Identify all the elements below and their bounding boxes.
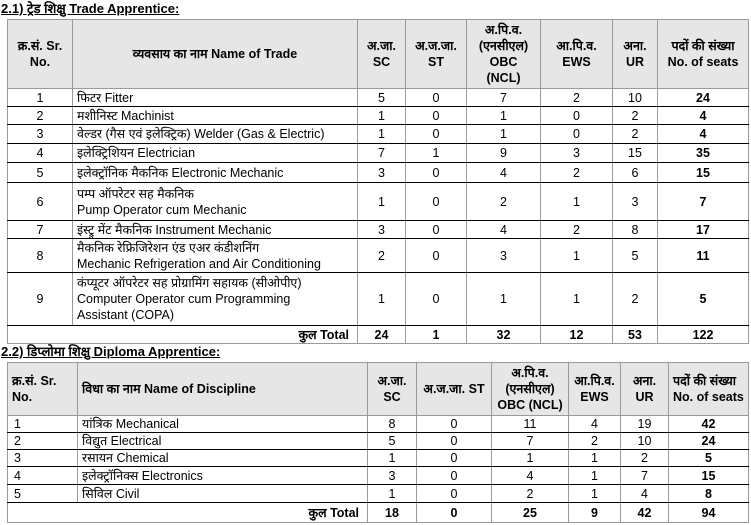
- table-row: [8, 467, 749, 485]
- total-row: [8, 503, 749, 523]
- sr-no: 4: [8, 467, 78, 485]
- sc-count: 7: [358, 144, 406, 163]
- ur-count: 10: [613, 89, 658, 107]
- st-count: 0: [417, 450, 492, 467]
- trade-name: [73, 273, 358, 326]
- sr-no: 4: [8, 144, 73, 163]
- trade-name: फिटर Fitter: [73, 89, 358, 107]
- trade-name-english: Pump Operator cum Mechanic: [77, 202, 247, 217]
- sr-no: 6: [8, 183, 73, 221]
- sc-count: 3: [358, 221, 406, 239]
- sc-count: 8: [368, 416, 417, 433]
- sc-count: 1: [358, 183, 406, 221]
- seats-count: 24: [669, 433, 749, 450]
- st-count: 1: [406, 144, 467, 163]
- discipline-name: विद्युत Electrical: [78, 433, 368, 450]
- ews-count: 2: [569, 433, 621, 450]
- table-row: [8, 239, 749, 273]
- trade-name: [73, 183, 358, 221]
- ews-count: 2: [541, 221, 613, 239]
- sr-no: 1: [8, 89, 73, 107]
- diploma-apprentice-table: [7, 362, 749, 523]
- ews-count: 1: [541, 239, 613, 273]
- table-row: [8, 450, 749, 467]
- obc-count: 3: [467, 239, 541, 273]
- table-row: [8, 183, 749, 221]
- header-sc: अ.जा. SC: [358, 20, 406, 89]
- obc-count: 2: [467, 183, 541, 221]
- ews-count: 3: [541, 144, 613, 163]
- trade-name: [73, 239, 358, 273]
- seats-count: 8: [669, 485, 749, 503]
- ews-count: 2: [541, 163, 613, 183]
- ur-count: 7: [621, 467, 669, 485]
- ur-count: 6: [613, 163, 658, 183]
- trade-name-hindi: कंप्यूटर ऑपरेटर सह प्रोग्रामिंग सहायक (सीओपीए): [77, 276, 302, 290]
- ews-count: 1: [569, 467, 621, 485]
- obc-count: 1: [467, 107, 541, 125]
- st-count: 0: [417, 416, 492, 433]
- header-ur: अना. UR: [613, 20, 658, 89]
- ews-count: 0: [541, 107, 613, 125]
- obc-count: 4: [467, 221, 541, 239]
- total-sc: 24: [358, 326, 406, 344]
- st-count: 0: [406, 273, 467, 326]
- table-row: [8, 433, 749, 450]
- sc-count: 3: [358, 163, 406, 183]
- obc-count: 2: [492, 485, 569, 503]
- seats-count: 5: [669, 450, 749, 467]
- table-row: [8, 163, 749, 183]
- table-row: [8, 125, 749, 144]
- ews-count: 0: [541, 125, 613, 144]
- total-st: 1: [406, 326, 467, 344]
- header-ews: आ.पि.व. EWS: [541, 20, 613, 89]
- total-ews: 9: [569, 503, 621, 523]
- table-row: [8, 144, 749, 163]
- seats-count: 35: [658, 144, 749, 163]
- trade-section-heading: 2.1) ट्रेड शिक्षु Trade Apprentice:: [1, 1, 180, 16]
- total-sc: 18: [368, 503, 417, 523]
- total-label: कुल Total: [8, 326, 358, 344]
- trade-name: इलेक्ट्रॉनिक मैकनिक Electronic Mechanic: [73, 163, 358, 183]
- seats-count: 5: [658, 273, 749, 326]
- sc-count: 1: [358, 273, 406, 326]
- total-obc: 32: [467, 326, 541, 344]
- ur-count: 2: [613, 125, 658, 144]
- ur-count: 3: [613, 183, 658, 221]
- discipline-name: सिविल Civil: [78, 485, 368, 503]
- obc-count: 1: [467, 273, 541, 326]
- st-count: 0: [417, 467, 492, 485]
- sc-count: 3: [368, 467, 417, 485]
- sr-no: 5: [8, 163, 73, 183]
- obc-count: 4: [492, 467, 569, 485]
- obc-count: 4: [467, 163, 541, 183]
- ur-count: 2: [621, 450, 669, 467]
- ur-count: 2: [613, 273, 658, 326]
- seats-count: 42: [669, 416, 749, 433]
- total-ur: 42: [621, 503, 669, 523]
- table-row: [8, 89, 749, 107]
- sr-no: 3: [8, 125, 73, 144]
- sr-no: 9: [8, 273, 73, 326]
- header-sr-no: क्र.सं. Sr. No.: [8, 20, 73, 89]
- trade-name-english-cont: Assistant (COPA): [77, 308, 175, 322]
- sc-count: 5: [358, 89, 406, 107]
- sr-no: 8: [8, 239, 73, 273]
- obc-count: 11: [492, 416, 569, 433]
- sr-no: 2: [8, 433, 78, 450]
- sr-no: 2: [8, 107, 73, 125]
- discipline-name: इलेक्ट्रॉनिक्स Electronics: [78, 467, 368, 485]
- discipline-name: रसायन Chemical: [78, 450, 368, 467]
- ews-count: 1: [541, 183, 613, 221]
- seats-count: 15: [658, 163, 749, 183]
- trade-name-english: Computer Operator cum Programming: [77, 292, 291, 306]
- st-count: 0: [406, 107, 467, 125]
- seats-count: 15: [669, 467, 749, 485]
- total-row: [8, 326, 749, 344]
- seats-count: 4: [658, 125, 749, 144]
- header-ews: आ.पि.व. EWS: [569, 363, 621, 416]
- trade-name: इंस्ट्रु मेंट मैकनिक Instrument Mechanic: [73, 221, 358, 239]
- trade-name: वेल्डर (गैस एवं इलेक्ट्रिक) Welder (Gas & Electric): [73, 125, 358, 144]
- st-count: 0: [406, 183, 467, 221]
- trade-name: इलेक्ट्रिशियन Electrician: [73, 144, 358, 163]
- ur-count: 19: [621, 416, 669, 433]
- header-obc: अ.पि.व. (एनसीएल) OBC (NCL): [467, 20, 541, 89]
- sc-count: 1: [368, 450, 417, 467]
- ur-count: 15: [613, 144, 658, 163]
- discipline-name: यांत्रिक Mechanical: [78, 416, 368, 433]
- trade-name-hindi: पम्प ऑपरेटर सह मैकनिक: [77, 186, 194, 201]
- total-seats: 122: [658, 326, 749, 344]
- trade-name-hindi: मैकनिक रेफ्रिजिरेशन एंड एअर कंडीशनिंग: [77, 240, 260, 255]
- obc-count: 1: [492, 450, 569, 467]
- sc-count: 1: [358, 107, 406, 125]
- trade-name-english: Mechanic Refrigeration and Air Conditioning: [77, 256, 321, 271]
- ews-count: 1: [541, 273, 613, 326]
- st-count: 0: [417, 485, 492, 503]
- st-count: 0: [406, 221, 467, 239]
- header-seats: पदों की संख्या No. of seats: [658, 20, 749, 89]
- ur-count: 2: [613, 107, 658, 125]
- sc-count: 5: [368, 433, 417, 450]
- header-st: अ.ज.जा. ST: [417, 363, 492, 416]
- table-row: [8, 107, 749, 125]
- sc-count: 1: [368, 485, 417, 503]
- header-seats: पदों की संख्या No. of seats: [669, 363, 749, 416]
- ur-count: 8: [613, 221, 658, 239]
- total-seats: 94: [669, 503, 749, 523]
- total-label: कुल Total: [8, 503, 368, 523]
- total-st: 0: [417, 503, 492, 523]
- ur-count: 5: [613, 239, 658, 273]
- seats-count: 24: [658, 89, 749, 107]
- table-row: [8, 416, 749, 433]
- ur-count: 4: [621, 485, 669, 503]
- seats-count: 7: [658, 183, 749, 221]
- sr-no: 3: [8, 450, 78, 467]
- ews-count: 4: [569, 416, 621, 433]
- obc-count: 7: [467, 89, 541, 107]
- table-row: [8, 221, 749, 239]
- total-obc: 25: [492, 503, 569, 523]
- ur-count: 10: [621, 433, 669, 450]
- table-row: [8, 485, 749, 503]
- sr-no: 1: [8, 416, 78, 433]
- sc-count: 2: [358, 239, 406, 273]
- sc-count: 1: [358, 125, 406, 144]
- header-sc: अ.जा. SC: [368, 363, 417, 416]
- header-sr-no: क्र.सं. Sr. No.: [8, 363, 78, 416]
- st-count: 0: [406, 125, 467, 144]
- diploma-section-heading: 2.2) डिप्लोमा शिक्षु Diploma Apprentice:: [1, 344, 221, 359]
- header-obc: अ.पि.व. (एनसीएल) OBC (NCL): [492, 363, 569, 416]
- seats-count: 11: [658, 239, 749, 273]
- ews-count: 1: [569, 450, 621, 467]
- header-st: अ.ज.जा. ST: [406, 20, 467, 89]
- st-count: 0: [406, 89, 467, 107]
- obc-count: 9: [467, 144, 541, 163]
- sr-no: 7: [8, 221, 73, 239]
- st-count: 0: [417, 433, 492, 450]
- total-ews: 12: [541, 326, 613, 344]
- obc-count: 1: [467, 125, 541, 144]
- trade-name: मशीनिस्ट Machinist: [73, 107, 358, 125]
- st-count: 0: [406, 163, 467, 183]
- seats-count: 4: [658, 107, 749, 125]
- sr-no: 5: [8, 485, 78, 503]
- total-ur: 53: [613, 326, 658, 344]
- ews-count: 1: [569, 485, 621, 503]
- st-count: 0: [406, 239, 467, 273]
- ews-count: 2: [541, 89, 613, 107]
- header-ur: अना. UR: [621, 363, 669, 416]
- header-trade-name: व्यवसाय का नाम Name of Trade: [73, 20, 358, 89]
- table-row: [8, 273, 749, 326]
- seats-count: 17: [658, 221, 749, 239]
- header-discipline-name: विधा का नाम Name of Discipline: [78, 363, 368, 416]
- obc-count: 7: [492, 433, 569, 450]
- trade-apprentice-table: [7, 19, 749, 344]
